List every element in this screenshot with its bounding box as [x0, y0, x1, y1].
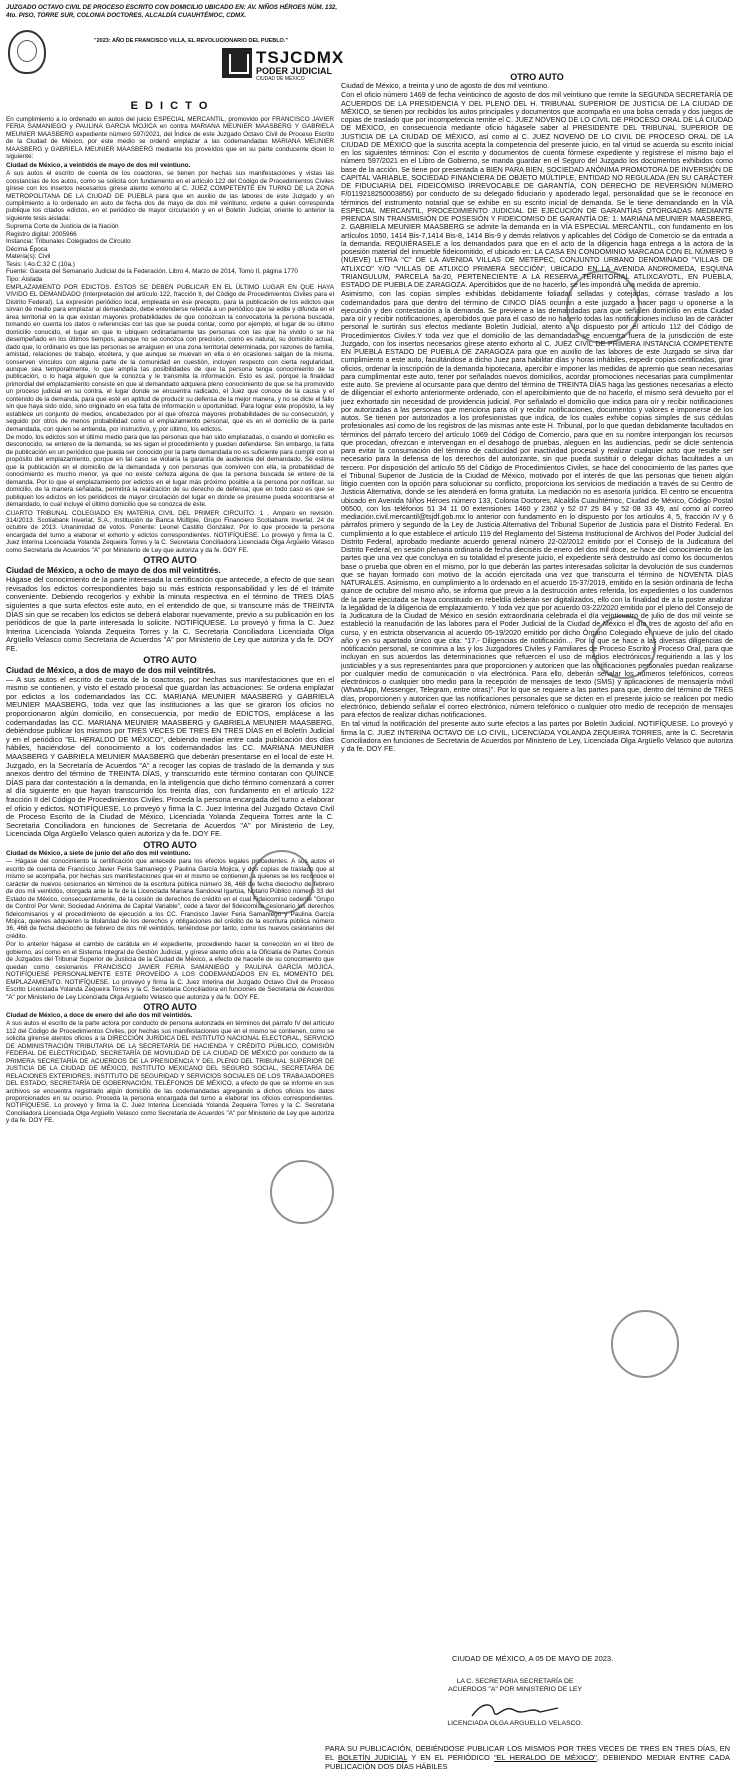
court-stamp-icon: [250, 850, 314, 914]
right-date: Ciudad de México, a treinta y uno de agosto de dos mil veintiuno.: [341, 81, 550, 90]
pub-note-part-2: Y EN EL PERIÓDICO: [407, 1753, 495, 1762]
auto1-body: A sus autos el escrito de cuenta de los coactores, se tienen por hechas sus manifestaciones y vistas las constancias de los autos, como se solicita con fundamento en el artículo 122 del Código de Procedimientos Civiles gírese con los insertos necesarios gírese atento exhorto al C. JUEZ COMPETENTE EN TURNO DE LA ZONA METROPOLITANA DE LA CIUDAD DE PUEBLA para que en auxilio de las labores de este Juzgado y en cumplimiento a lo ordenado en auto de fecha dos de mayo de dos mil veintiuno, ordene a quien corresponda publique los citados edictos, en el periódico de mayor circulación y en el Boletín Judicial, oriente lo anterior la siguiente tesis aislada:: [6, 170, 334, 222]
court-stamp-icon: [611, 1310, 679, 1378]
otro-auto-title-right: OTRO AUTO: [510, 72, 564, 82]
publication-note: [325, 1744, 730, 1771]
otro3-body: — Hágase del conocimiento la certificación que antecede para los efectos legales procedentes. A sus autos el escrito de cuenta de Francisco Javier Feria Samaniego y Paulina García Mojica, y dos copias de traslado que al mismo se acompaña, por hechas sus manifestaciones que en el mismo se contienen, a quienes se les reconoce el carácter de nuevos cesionarios en términos de la escritura pública número 36, 468 de fecha dieciocho de febrero de dos mil veintidós, otorgada ante la fe de la Licenciada Mariana Sandoval Igartúa, Notario Público número 33 del Estado de México, consecuentemente, de la cesión de derechos de crédito en el cual Fideicomiso cedente "Grupo de Control Por Venir, Sociedad Anónima de Capital Variable", cede a favor del fideicomiso cesionario los derechos fideicomisarios y el procedimiento de ejecución a los CC. Francisco Javier Feria Samaniego y Paulina García Mojica, quienes adquieren la titularidad de los derechos y obligaciones del crédito de la escritura pública número 36, 468 de fecha dieciocho de febrero de dos mil veintidós, teniéndose por tanto, como los nuevos cesionarios del crédito.: [6, 858, 334, 940]
signature-role-line-2: ACUERDOS "A" POR MINISTERIO DE LEY: [448, 1686, 582, 1693]
otro3-date: Ciudad de México, a siete de junio del año dos mil veintiuno.: [6, 849, 191, 857]
cuarto-tribunal: CUARTO TRIBUNAL COLEGIADO EN MATERIA CIVIL DEL PRIMER CIRCUITO. 1 . Amparo en revisión. 314/2013. Scotiabank Inverlat, S.A., Institución de Banca Múltiple, Grupo Financiero Scotiabank Inverlat. 24 de octubre de 2013. Unanimidad de votos. Ponente: Leonel Castillo González. Por lo que procede la persona encargada del turno a elaborar el exhorto y edictos correspondientes. NOTIFÍQUESE. Lo proveyó y firma la C. Juez Interina Licenciada Yolanda Zequeira Torres y la C. Secretaria Conciliadora Licenciada Olga Argüello Velasco como Secretaria de Acuerdos "A" por Ministerio de Ley que autoriza y da fe. DOY FE.: [6, 509, 334, 554]
tesis-continued: De modo, los edictos son el último medio para que las personas que han sido emplazadas, o cuando el domicilio es desconocido, se enteren de la demanda, se les sigan el procedimiento y puedan defenderse. Sin embargo, la falta de publicación en un periódico que pueda ser conocido por la parte demandada no es suficiente para cumplir con el propósito del emplazamiento, porque en tal caso se violaría la garantía de audiencia del demandado. Se estima que la publicación en el domicilio de la demandada y con personas que conviven con ella, la probabilidad de conocimiento es mucho menor, ya que no existe certeza alguna de que la persona buscada se entere de la demanda. Por lo que el emplazamiento por edictos en el lugar más próximo posible a la persona por notificar, su domicilio, de la manera señalada, permitirá la realización de su derecho de defensa; que en todo caso es que se publiquen los edictos en los periódicos de mayor circulación del lugar en donde se presume pueda encontrarse el demandado, lo cual incluye el último domicilio que se conozca de éste.: [6, 434, 334, 509]
pub-note-part-3: , DEBIENDO MEDIAR ENTRE CADA PUBLICACIÓN DOS DÍAS HÁBILES: [325, 1753, 730, 1771]
signature-role-line-1: LA C. SECRETARIA SECRETARÍA DE: [456, 1678, 574, 1685]
otro3-body-2: Por lo anterior hágase el cambio de carátula en el expediente, procediendo hacer la corrección en el libro de gobierno, así como en el Sistema Integral de Gestión Judicial, y gírese atento oficio a la Oficialía de Partes Común de Juzgados del Tribunal Superior de Justicia de la Ciudad de México, a efecto de hacerle de su conocimiento que quedan como cesionarios FRANCISCO JAVIER FERIA SAMANIEGO y PAULINA GARCÍA MOJICA. NOTIFÍQUESE PERSONALMENTE ESTE PROVEÍDO A LOS CODEMANDADOS EN EL MOMENTO DEL EMPLAZAMIENTO. NOTIFÍQUESE. Lo proveyó y firma la C. Juez Interina del Juzgado Octavo Civil de Proceso Escrito Licenciada Yolanda Zequeira Torres y la C. Secretaria Conciliadora en funciones de Secretaria de Acuerdos "A" por Ministerio de Ley Licenciada Olga Argüello Velasco que autoriza y da fe. DOY FE.: [6, 941, 334, 1001]
right-body-3: En tal virtud la notificación del presente auto surte efectos a las partes por Boletín Judicial. NOTIFÍQUESE. Lo proveyó y firma la C. JUEZ INTERINA OCTAVO DE LO CIVIL, LICENCIADA YOLANDA ZEQUEIRA TORRES, ante la C. Secretaria Conciliadora en funciones de Secretaria de Acuerdos por Ministerio de Ley, Licenciada Olga Argüello Velasco que autoriza y da fe. DOY FE.: [341, 719, 733, 753]
otro2-date: Ciudad de México, a dos de mayo de dos mil veintitrés.: [6, 665, 216, 675]
otro-auto-title-1: OTRO AUTO: [143, 555, 197, 566]
right-column: [341, 72, 733, 1650]
pub-note-boletin: BOLETÍN JUDICIAL: [338, 1753, 408, 1762]
tsjcdmx-logo: [222, 48, 345, 86]
otro1-date: Ciudad de México, a ocho de mayo de dos mil veintitrés.: [6, 566, 221, 576]
otro2-body: — A sus autos el escrito de cuenta de la coactoras, por hechas sus manifestaciones que en el mismo se contienen, y visto el estado procesal que guardan las actuaciones: Se ordena emplazar por edictos a los codemandados las CC. MARIANA MEUNIER MAASBERG y GABRIELA MEUNIER MAASBERG, toda vez que las instituciones a las que se giraron los oficios no proporcionaron algún domicilio, en consecuencia, por medio de EDICTOS, emplácese a las codemandadas las CC. MARIANA MEUNIER MAASBERG y GABRIELA MEUNIER MAASBERG, debiéndose publicar los mismos por TRES VECES DE TRES EN TRES DÍAS en el Boletín Judicial y en el periódico "EL HERALDO DE MÉXICO", debiendo mediar entre cada publicación dos días hábiles, haciéndose del conocimiento a los codemandados las CC. MARIANA MEUNIER MAASBERG Y GABRIELA MEUNIER MAASBERG que deberán presentarse en el local de este H. Juzgado, en la Secretaría de Acuerdos "A" a recoger las copias de traslado de la demanda y sus anexos dentro del término de TREINTA DÍAS, y transcurrido este término contaran con QUINCE DÍAS para dar contestación a la demanda, en la inteligencia que dicho término comenzará a correr al día siguiente en que hayan transcurrido los treinta días, con fundamento en el artículo 122 fracción II del Código de Procedimientos Civiles. Proceda la persona encargada del turno a elaborar el oficio y edictos. NOTIFÍQUESE. Lo proveyó y firma la C. Juez Interina del Juzgado Octavo Civil de Proceso Escrito de la Ciudad de México, Licenciada Yolanda Zequeira Torres ante la C. Secretaria Conciliadora en funciones de Secretaria de Acuerdos "A" por Ministerio de Ley, Licenciada Olga Argüello Velasco quien autoriza y da fe. DOY FE.: [6, 674, 334, 839]
logo-main-text: TSJCDMX: [256, 48, 345, 67]
year-motto: "2023: AÑO DE FRANCISCO VILLA, EL REVOLUCIONARIO DEL PUEBLO.": [94, 38, 288, 44]
handwritten-signature-icon: [470, 1700, 560, 1722]
court-stamp-icon: [566, 270, 640, 344]
otro-auto-title-4: OTRO AUTO: [143, 1001, 197, 1012]
otro4-body: A sus autos el escrito de la parte actora por conducto de persona autorizada en términos del párrafo IV del artículo 112 del Código de Procedimientos Civiles, por hechas sus manifestaciones que en el mismo se contienen, como se solicita gírense atentos oficios a la DIRECCIÓN JURÍDICA DEL INSTITUTO NACIONAL ELECTORAL, SERVICIO DE ADMINISTRACIÓN TRIBUTARIA DE LA SECRETARÍA DE HACIENDA Y CRÉDITO PÚBLICO, COMISIÓN FEDERAL DE ELECTRICIDAD, SECRETARÍA DE MOVILIDAD DE LA CIUDAD DE MÉXICO por conducto de la PRIMERA SECRETARÍA DE ACUERDOS DE LA PRESIDENCIA Y DEL PLENO DEL TRIBUNAL SUPERIOR DE JUSTICIA DE LA CIUDAD DE MÉXICO, INSTITUTO MEXICANO DEL SEGURO SOCIAL, SECRETARÍA DE RELACIONES EXTERIORES, INSTITUTO DE SEGURIDAD Y SERVICIOS SOCIALES DE LOS TRABAJADORES DEL ESTADO, SECRETARÍA DE GOBERNACIÓN, TELÉFONOS DE MÉXICO, a efecto de que se informe en sus archivos se encuentra registrado algún domicilio de las codemandadas agregando a dichos oficios los datos proporcionados en su ocurso. Proceda la persona encargada del turno a elaborar los oficios correspondientes. NOTIFÍQUESE. Lo proveyó y firma la C. Juez Interina Licenciada Yolanda Zequeira Torres y la C. Secretaria Conciliadora Licenciada Olga Argüello Velasco como Secretaria de Acuerdos "A" por Ministerio de Ley que autoriza y da fe. DOY FE.: [6, 1020, 334, 1125]
otro-auto-title-3: OTRO AUTO: [143, 839, 197, 850]
logo-city-text: CIUDAD DE MÉXICO: [256, 76, 305, 82]
logo-mark-icon: [222, 48, 252, 78]
signature-name: LICENCIADA OLGA ARGUELLO VELASCO.: [447, 1720, 583, 1727]
otro-auto-title-2: OTRO AUTO: [143, 654, 197, 665]
tesis-body: EMPLAZAMIENTO POR EDICTOS. ÉSTOS SE DEBEN PUBLICAR EN EL ÚLTIMO LUGAR EN QUE HAYA VIVIDO EL DEMANDADO (Interpretación del artículo 122, fracción II, del Código de Procedimientos Civiles para el Distrito Federal). La expresión periódico local, empleada en ese precepto, para la publicación de los edictos que sirvan de medio para emplazar al demandado, debe entenderse referida a un periódico que se edite y difunda en el área territorial en la que existan mayores probabilidades de que conozcan la convocatoria la persona buscada, tomando en cuenta los datos o referencias con las que se pueda contar, como por ejemplo, el lugar de su último domicilio conocido, el lugar en que lo ubiquen ordinariamente las personas con las que ha vivido o se ha desempeñado en los últimos tiempos, aunque no se conozca con precisión, como es natural, su domicilio actual, dado que, lo ordinario es que las personas se arraiguen en una zona territorial determinada, por razones de familia, amistad, relaciones de trabajo, etcétera, y que aunque se muevan en ella o en ocasiones salgan de la misma, conserven vínculos con alguna parte de la comunidad en cuestión, incluyen respecto con cierta regularidad, aunque sea temporalmente, lo que amplía las posibilidades de que la persona tenga conocimiento de la publicación, o lo haga alguien que la conozca y le transmita la información. Esto es así, porque la finalidad primordial del emplazamiento consiste en que al demandado adquiera pleno conocimiento de que se ha promovido un proceso judicial en su contra, el lugar donde se encuentra radicado, el Juez que conoce de la causa y el contenido de la demanda, para que esté en aptitud de producir su defensa de la mejor manera, y no se dicte el fallo sin que haya sido oído, sino originado en esa falta de información u oportunidad. Para lograr este propósito, la ley establece un conjunto de medios, encabezados por el que ofrezca mayores probabilidades de su consecución, y seguido por otros de menos probabilidad como el emplazamiento personal, que es en el domicilio de la parte demandada, con quien se entienda, por instructivo, y, por último, los edictos.: [6, 283, 334, 433]
right-body-2: Asimismo, con las copias simples exhibidas debidamente foliadas selladas y cotejadas, córrase traslado a los codemandados para que dentro del término de CINCO DÍAS ocurran a este juzgado a hacer pago u oponerse a la ejecución y den contestación a la demanda. Se previene a las demandadas para que señalen domicilio en esta Ciudad para oír y recibir notificaciones, apercibidos que para el caso de no hacerlo todas las notificaciones incluso las de carácter personal le surtirán sus efectos mediante Boletín Judicial, atento a lo dispuesto por el artículo 112 del Código de Procedimientos Civiles.Y toda vez que el domicilio de las demandadas se encuentra fuera de la jurisdicción de este Juzgado, con los insertos necesarios gírese atento exhorto al C. JUEZ CIVIL DE PRIMERA INSTANCIA COMPETENTE EN PUEBLA ESTADO DE PUEBLA DE ZARAGOZA para que en auxilio de las labores de este Juzgado se sirva dar cumplimiento a este auto, facultándose a dicho Juez para habilitar días y horas inhábiles, expedir copias certificadas, girar oficios, ordenar la inscripción de la demanda hipotecaria, apercibir e imponer las medidas de apremio que sean necesarias para cumplimentar este auto, tener por señalados nuevos domicilios, acordar promociones necesarias para cumplimentar este auto. Se previene al ocursante para que dentro del término de TREINTA DÍAS haga las gestiones necesarias a efecto de diligenciar el exhorto anteriormente ordenado, con el apercibimiento que de no hacerlo, el mismo será devuelto por el juez exhortado sin necesidad de providencia judicial. Por señalado el domicilio que indica para oír y recibir notificaciones por autorizadas a las personas que menciona para oír y recibir notificaciones, documentos y valores e imponerse de los autos. Se tienen por autorizados a los profesionistas que indica, de los cuales exhibe copias simples de sus cédulas profesionales así como de los registros de las mismas ante este H. Tribunal, por lo que quedan debidamente facultados en términos del párrafo tercero del artículo 1069 del Código de Comercio, para que en su nombre interpongan los recursos que procedan, ofrezcan e intervengan en el desahogo de pruebas, aleguen en las audiencias, pedir se dicte sentencia para evitar la consumación del término de caducidad por inactividad procesal y realizar cualquier acto que resulte ser necesario para la defensa de los derechos del autorizante, sin que pueda sustituir o delegar dichas facultades a un tercero. Por disposición del artículo 55 del Código de Procedimientos Civiles, se hace del conocimiento de las partes que el Tribunal Superior de Justicia de la Ciudad de México, motivado por el interés de que las personas que tienen algún litigio cuenten con la opción para solucionar su conflicto, proporciona los servicios de mediación a través de su Centro de Justicia Alternativa, donde se les atenderá en forma gratuita. La mediación no es asesoría jurídica. El centro se encuentra ubicado en Avenida Niños Héroes número 133, Colonia Doctores, Alcaldía Cuauhtémoc, Ciudad de México, Código Postal 06500, con los teléfonos 51 34 11 00 extensiones 1460 y 2362 y 52 07 25 84 y 52 08 33 49, así como al correo mediación.civil.mercantil@tsjdf.gob.mx lo anterior con fundamento en lo dispuesto por los artículos 4, 5, fracción IV y 6 párrafos primero y segundo de la Ley de Justicia Alternativa del Tribunal Superior de Justicia para el Distrito Federal. En cumplimiento a lo que establece el artículo 119 del Reglamento del Sistema Institucional de Archivos del Poder Judicial del Distrito Federal, aprobado mediante acuerdo general número 22-02/2012 emitido por el Consejo de la Judicatura del Distrito Federal, en sesión plenaria ordinaria de fecha dieciséis de enero del dos mil doce, se hace del conocimiento de las partes que una vez que concluya en su totalidad el presente juicio, el expediente será destruido así como los documentos base o prueba que obren en el mismo, por lo que deberán las partes interesadas solicitar la devolución de sus cuadernos que se hayan formado con motivo de la acción ejercitada una vez que transcurra el término de NOVENTA DÍAS NATURALES. Asimismo, en cumplimiento a lo ordenado en el acuerdo 15-37/2019, emitido en la sesión ordinaria de fecha quince de octubre del mismo año, se informa que previo a la destrucción antes referida, los expedientes o los cuadernos de la parte ejecutada se haya constituido en rebeldía deberán ser digitalizados, ello con la finalidad de a la postre analizar la legalidad de la diligencia de emplazamiento. Y toda vez que por acuerdo 03-22/2020 emitido por el pleno del Consejo de la Judicatura de la Ciudad de México en sesión extraordinaria celebrada el día veinticuatro de julio de dos mil veinte se estableció la reanudación de las labores para el Poder Judicial de la Ciudad de México el día tres de agosto del año en curso, y en estricta observancia al acuerdo 05-19/2020 emitido por dicho Órgano Colegiado el nueve de julio del citado año y en su apartado único que cita: "17.- Diligencias de notificación... Por lo que se hace a las diversas diligencias de notificación personal, se conmina a las y los Juzgadores Civiles y Familiares de Proceso Escrito y Proceso Oral, para que incluyan en sus acuerdos las determinaciones que refuercen el uso de medios electrónicos, requiriendo a las y los justiciables y a sus representantes para que proporcionen y autoricen que las notificaciones personales puedan realizarse por cualquier medio de comunicación o vía electrónica. Para ello, deberán señalar los números telefónicos, correos electrónicos o cualquier otro medio para la recepción de mensajes de texto (SMS) y aplicaciones de mensajería móvil (WhatsApp, Messenger, Telegram, entre otras)". Por lo que se requiere a las partes para que, dentro del término de TRES días, proporcionen y autoricen que las notificaciones personales que se dicten en el presente juicio se realicen por medio electrónico, debiendo señalar el correo electrónico, número telefónico o cualquier otro medio de recepción de mensajes para efectos de realizar dichas notificaciones.: [341, 289, 733, 719]
tesis-reference: Suprema Corte de Justicia de la Nación Registro digital: 2005966 Instancia: Tribunales Colegiados de Circuito Décima Época Materia(s): Civil Tesis: I.4o.C.32 C (10a.) Fuente: Gaceta del Semanario Judicial de la Federación. Libro 4, Marzo de 2014, Tomo II, página 1770 Tipo: Aislada: [6, 223, 298, 283]
pub-note-part-1: PARA SU PUBLICACIÓN, DEBIÉNDOSE PUBLICAR LOS MISMOS POR TRES VECES DE TRES EN TRES DÍAS, EN EL: [325, 1744, 730, 1762]
left-column: [6, 116, 334, 1776]
otro4-date: Ciudad de México, a doce de enero del año dos mil veintidós.: [6, 1011, 193, 1019]
logo-sub-text: PODER JUDICIAL: [256, 66, 333, 76]
document-title: E D I C T O: [130, 100, 210, 112]
signature-role: [430, 1678, 600, 1694]
otro1-body: Hágase del conocimiento de la parte interesada la certificación que antecede, a efecto de que sean revisados los edictos correspondientes bajo su más estricta responsabilidad y les dé el trámite conveniente. Debiendo recogerlos y exhibir la minuta respectiva en el término de TRES DÍAS siguientes a que surta efectos este auto, en el entendido de que, si transcurre más de TREINTA DÍAS sin que se recaben los edictos se deberá elaborar nuevamente, previo a su publicación en los periódicos de que la parte interesada lo solicite. NOTIFÍQUESE. Lo proveyó y firma la C. Juez Interina Licenciada Yolanda Zequeira Torres y la C. Secretaria Conciliadora Licenciada Olga Argüello Velasco como Secretaria de Acuerdos "A" por Ministerio de Ley que autoriza y da fe. DOY FE.: [6, 575, 334, 654]
mexico-seal-icon: [8, 30, 46, 74]
court-address: JUZGADO OCTAVO CIVIL DE PROCESO ESCRITO CON DOMICILIO UBICADO EN: AV. NIÑOS HÉROES NÚM. 132, 4to. PISO, TORRE SUR, COLONIA DOCTORES, ALCALDÍA CUAUHTÉMOC, CDMX.: [6, 4, 338, 19]
signature-date: CIUDAD DE MÉXICO, A 05 DE MAYO DE 2023.: [452, 1654, 614, 1663]
court-stamp-icon: [592, 615, 656, 679]
court-stamp-icon: [270, 1160, 334, 1224]
intro-paragraph: En cumplimiento a lo ordenado en autos del juicio ESPECIAL MERCANTIL, promovido por FRANCISCO JAVIER FERIA SAMANIEGO y PAULINA GARCIA MOJICA en contra MARIANA MEUNIER MAASBERG Y GABRIELA MEUNIER MAASBERG expediente número 597/2021, del Índice de este Juzgado Octavo Civil de Proceso Escrito de la Ciudad de México, por este medio se ordenó emplazar a las codemandadas MARIANA MEUNIER MAASBERG y GABRIELA MEUNIER MAASBERG mediante los proveídos que en su parte conducente dicen lo siguiente:: [6, 116, 334, 161]
pub-note-heraldo: "EL HERALDO DE MÉXICO": [494, 1753, 597, 1762]
right-body-1: Con el oficio número 1469 de fecha veinticinco de agosto de dos mil veintiuno que remite la SEGUNDA SECRETARÍA DE ACUERDOS DE LA PRESIDENCIA Y DEL PLENO DEL H. TRIBUNAL SUPERIOR DE JUSTICIA DE LA CIUDAD DE MÉXICO, se tienen por recibidos los autos principales y documentos que acompaña en una bolsa cerrada y dos juegos de copias de traslado que por incompetencia remite el C. JUEZ NOVENO DE LO CIVIL DE PROCESO ORAL DE LA CIUDAD DE MÉXICO, en consecuencia mediante oficio hágasele saber al PRESIDENTE DEL TRIBUNAL SUPERIOR DE JUSTICIA DE LA CIUDAD DE MÉXICO, así como al C. JUEZ NOVENO DE LO CIVIL DE PROCESO ORAL DE LA CIUDAD DE MÉXICO que la suscrita acepta la competencia del presente juicio, en tal virtud se acuerda su escrito inicial en los siguientes términos: Con el escrito y documentos de cuenta fórmese expediente y regístrese el mismo bajo el número 597/2021 en el Libro de Gobierno, se manda guardar en el Seguro del Juzgado los documentos exhibidos como base de la acción. Se tiene por presentada a BIEN PARA BIEN, SOCIEDAD ANÓNIMA PROMOTORA DE INVERSIÓN DE CAPITAL VARIABLE, SOCIEDAD FINANCIERA DE OBJETO MÚLTIPLE, ENTIDAD NO REGULADA (EN SU CARÁCTER DE FIDUCIARIA DEL FIDEICOMISO IRREVOCABLE DE GARANTÍA, CON DERECHO DE REVERSIÓN NÚMERO F/0119218250003856) por conducto de su delegado fiduciario y apoderado legal, personalidad que se le reconoce en términos del instrumento notarial que se exhibe en su escrito inicial de demanda. Se le tiene demandando en la VÍA ESPECIAL MERCANTIL, PROCEDIMIENTO JUDICIAL DE EJECUCIÓN DE GARANTÍAS OTORGADAS MEDIANTE PRENDA SIN TRANSMISIÓN DE POSESIÓN Y FIDEICOMISO DE GARANTÍA DE: 1. MARIANA MEUNIER MAASBERG, 2. GABRIELA MEUNIER MAASBERG se admite la demanda en la VÍA ESPECIAL MERCANTIL, con fundamento en los artículos 1050, 1414 Bis-7,1414 Bis-8, 1414 Bis-9 y demás relativos y aplicables del Código de Comercio se da entrada a la demanda. REQUIÉRASELE a los demandados para que en el acto de la diligencia haga entrega a la actora de la posesión material del inmueble fideicomitido, el ubicado en: LA CASA EN CONDOMINIO MARCADA CON EL NÚMERO 9 (NUEVE) LETRA "C" DE LA AVENIDA VILLAS DE METEPEC, CONJUNTO URBANO DENOMINADO "VILLAS DE ATLIXCO" Y/O "VILLAS DE ATLIXCO PRIMERA SECCIÓN", UBICADO EN LA AVENIDA ANDROMEDA, ESQUINA TRIANGULUM, PARCELA 5a-20, PERTENECIENTE A LA RESERVA TERRITORIAL ATLIXCAYOTL, EN PUEBLA, ESTADO DE PUEBLA DE ZARAGOZA. Apercibidos que de no hacerlo, se les impondrá una medida de apremio.: [341, 90, 733, 289]
auto1-date: Ciudad de México, a veintidós de mayo de dos mil veintiuno.: [6, 161, 191, 169]
